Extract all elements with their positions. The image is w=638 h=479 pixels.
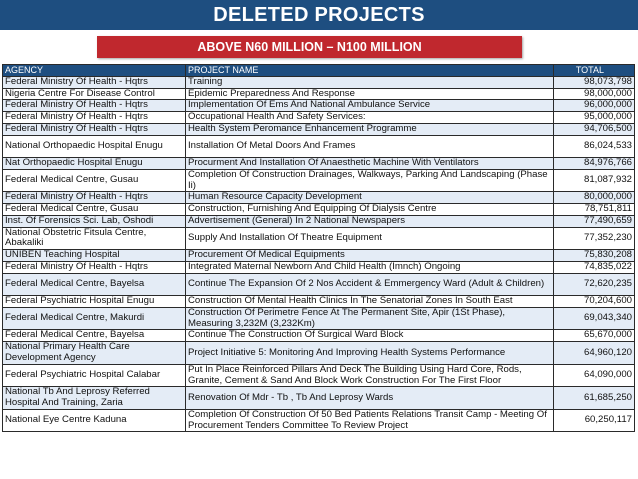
table-row xyxy=(3,169,635,192)
cell-total: 86,024,533 xyxy=(554,135,635,158)
cell-agency: Federal Ministry Of Health - Hqtrs xyxy=(3,77,186,89)
cell-total: 74,835,022 xyxy=(554,261,635,273)
table-row xyxy=(3,296,635,308)
cell-agency: National Primary Health Care Development Agency xyxy=(3,342,186,365)
cell-project-name: Project Initiative 5: Monitoring And Improving Health Systems Performance xyxy=(186,342,554,365)
table-row xyxy=(3,158,635,170)
table-row xyxy=(3,342,635,365)
cell-total: 98,000,000 xyxy=(554,88,635,100)
cell-project-name: Continue The Construction Of Surgical Ward Block xyxy=(186,330,554,342)
table-row xyxy=(3,88,635,100)
cell-agency: Nat Orthopaedic Hospital Enugu xyxy=(3,158,186,170)
cell-project-name: Construction Of Perimetre Fence At The Permanent Site, Apir (1St Phase), Measuring 3,232M (3,232Km) xyxy=(186,307,554,330)
cell-agency: Nigeria Centre For Disease Control xyxy=(3,88,186,100)
cell-total: 64,960,120 xyxy=(554,342,635,365)
cell-total: 64,090,000 xyxy=(554,364,635,387)
cell-total: 98,073,798 xyxy=(554,77,635,89)
table-row xyxy=(3,409,635,432)
cell-agency: Federal Ministry Of Health - Hqtrs xyxy=(3,112,186,124)
cell-agency: National Orthopaedic Hospital Enugu xyxy=(3,135,186,158)
cell-total: 84,976,766 xyxy=(554,158,635,170)
column-header-total: TOTAL xyxy=(554,65,635,77)
cell-agency: Federal Psychiatric Hospital Enugu xyxy=(3,296,186,308)
cell-project-name: Construction Of Mental Health Clinics In The Senatorial Zones In South East xyxy=(186,296,554,308)
cell-agency: Federal Medical Centre, Bayelsa xyxy=(3,273,186,296)
cell-project-name: Continue The Expansion Of 2 Nos Accident & Emmergency Ward (Adult & Children) xyxy=(186,273,554,296)
page-title: DELETED PROJECTS xyxy=(213,4,425,26)
cell-agency: Federal Medical Centre, Makurdi xyxy=(3,307,186,330)
table-row xyxy=(3,135,635,158)
table-row xyxy=(3,112,635,124)
cell-total: 69,043,340 xyxy=(554,307,635,330)
cell-agency: Federal Psychiatric Hospital Calabar xyxy=(3,364,186,387)
cell-total: 61,685,250 xyxy=(554,387,635,410)
cell-total: 75,830,208 xyxy=(554,250,635,262)
cell-total: 96,000,000 xyxy=(554,100,635,112)
cell-project-name: Training xyxy=(186,77,554,89)
table-header-row xyxy=(3,65,635,77)
cell-total: 77,490,659 xyxy=(554,215,635,227)
cell-project-name: Occupational Health And Safety Services: xyxy=(186,112,554,124)
cell-agency: National Obstetric Fitsula Centre, Abakaliki xyxy=(3,227,186,250)
table-row xyxy=(3,250,635,262)
cell-agency: Federal Ministry Of Health - Hqtrs xyxy=(3,100,186,112)
cell-total: 94,706,500 xyxy=(554,123,635,135)
cell-agency: UNIBEN Teaching Hospital xyxy=(3,250,186,262)
table-row xyxy=(3,330,635,342)
table-row xyxy=(3,204,635,216)
cell-project-name: Renovation Of Mdr - Tb , Tb And Leprosy Wards xyxy=(186,387,554,410)
cell-total: 60,250,117 xyxy=(554,409,635,432)
cell-project-name: Procurement Of Medical Equipments xyxy=(186,250,554,262)
cell-agency: Federal Medical Centre, Gusau xyxy=(3,204,186,216)
cell-project-name: Human Resource Capacity Development xyxy=(186,192,554,204)
deleted-projects-table xyxy=(2,64,635,432)
cell-agency: Federal Medical Centre, Gusau xyxy=(3,169,186,192)
cell-project-name: Epidemic Preparedness And Response xyxy=(186,88,554,100)
cell-project-name: Put In Place Reinforced Pillars And Deck The Building Using Hard Core, Rods, Granite, Cement & Sand And Block Work Construction For The First Floor xyxy=(186,364,554,387)
cell-project-name: Procurment And Installation Of Anaesthetic Machine With Ventilators xyxy=(186,158,554,170)
cell-total: 65,670,000 xyxy=(554,330,635,342)
cell-project-name: Health System Peromance Enhancement Programme xyxy=(186,123,554,135)
cell-project-name: Integrated Maternal Newborn And Child Health (Imnch) Ongoing xyxy=(186,261,554,273)
cell-project-name: Supply And Installation Of Theatre Equipment xyxy=(186,227,554,250)
table-row xyxy=(3,273,635,296)
cell-project-name: Completion Of Construction Of 50 Bed Patients Relations Transit Camp - Meeting Of Procurement Tenders Committee To Review Project xyxy=(186,409,554,432)
cell-total: 81,087,932 xyxy=(554,169,635,192)
cell-project-name: Advertisement (General) In 2 National Newspapers xyxy=(186,215,554,227)
cell-total: 72,620,235 xyxy=(554,273,635,296)
cell-project-name: Implementation Of Ems And National Ambulance Service xyxy=(186,100,554,112)
cell-total: 80,000,000 xyxy=(554,192,635,204)
cell-project-name: Construction, Furnishing And Equipping Of Dialysis Centre xyxy=(186,204,554,216)
cell-project-name: Installation Of Metal Doors And Frames xyxy=(186,135,554,158)
cell-agency: Federal Ministry Of Health - Hqtrs xyxy=(3,192,186,204)
column-header-agency: AGENCY xyxy=(3,65,186,77)
cell-agency: Federal Ministry Of Health - Hqtrs xyxy=(3,261,186,273)
cell-agency: Federal Ministry Of Health - Hqtrs xyxy=(3,123,186,135)
cell-total: 77,352,230 xyxy=(554,227,635,250)
column-header-project-name: PROJECT NAME xyxy=(186,65,554,77)
table-row xyxy=(3,100,635,112)
table-row xyxy=(3,261,635,273)
table-row xyxy=(3,123,635,135)
cell-total: 95,000,000 xyxy=(554,112,635,124)
cell-project-name: Completion Of Construction Drainages, Walkways, Parking And Landscaping (Phase Ii) xyxy=(186,169,554,192)
table-row xyxy=(3,215,635,227)
table-row xyxy=(3,364,635,387)
cell-agency: Federal Medical Centre, Bayelsa xyxy=(3,330,186,342)
table-row xyxy=(3,227,635,250)
cell-agency: Inst. Of Forensics Sci. Lab, Oshodi xyxy=(3,215,186,227)
cell-total: 78,751,811 xyxy=(554,204,635,216)
table-row xyxy=(3,387,635,410)
range-subtitle: ABOVE N60 MILLION – N100 MILLION xyxy=(97,36,522,58)
table-row xyxy=(3,77,635,89)
table-row xyxy=(3,307,635,330)
cell-agency: National Eye Centre Kaduna xyxy=(3,409,186,432)
table-row xyxy=(3,192,635,204)
cell-total: 70,204,600 xyxy=(554,296,635,308)
cell-agency: National Tb And Leprosy Referred Hospital And Training, Zaria xyxy=(3,387,186,410)
